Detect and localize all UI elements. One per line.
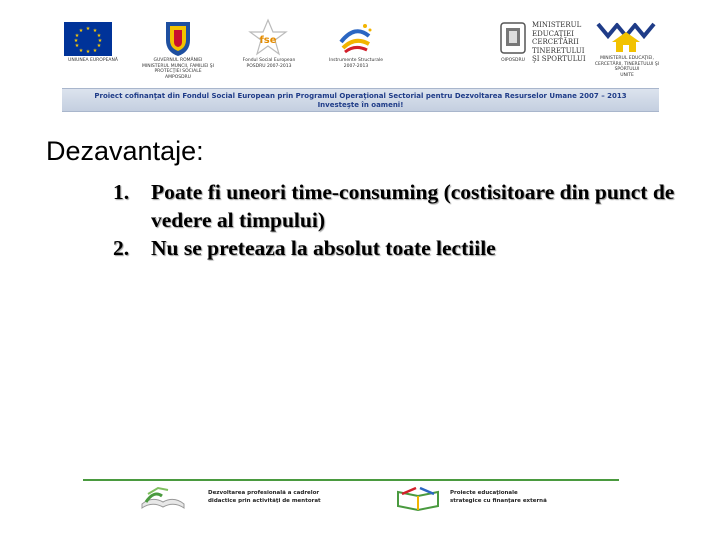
instrumente-structurale-logo: [329, 18, 383, 69]
svg-text:★: ★: [74, 43, 80, 49]
svg-text:★: ★: [73, 38, 79, 44]
ministry-logo: [498, 20, 528, 63]
romania-gov-caption: GUVERNUL ROMÂNIEI MINISTERUL MUNCII, FAMILIEI ŞI PROTECŢIEI SOCIALE AMPOSDRU: [142, 58, 214, 80]
slide-heading: Dezavantaje:: [46, 136, 204, 166]
eu-flag-icon: [64, 22, 112, 56]
svg-text:★: ★: [97, 38, 103, 44]
footer-right-line-2: strategice cu finanţare externă: [450, 498, 547, 504]
youth-caption: MINISTERUL EDUCAŢIEI, CERCETĂRII, TINERETULUI ŞI SPORTULUI UNITE: [594, 56, 660, 78]
footer-right-text: [450, 489, 547, 505]
svg-text:★: ★: [85, 49, 91, 55]
svg-text:★: ★: [92, 48, 98, 54]
svg-text:★: ★: [96, 33, 102, 39]
ministry-name: MINISTERUL EDUCAŢIEI CERCETĂRII TINERETULUI ŞI SPORTULUI: [532, 21, 586, 63]
list-item-text: Poate fi uneori time-consuming (costisitoare din punct de vedere al timpului): [151, 180, 675, 232]
eu-flag-logo: [64, 22, 118, 63]
open-book-icon: [138, 484, 188, 512]
instrumente-caption: Instrumente Structurale 2007-2013: [329, 58, 383, 69]
footer-right-line-1: Proiecte educaţionale: [450, 490, 518, 496]
disadvantages-list: [113, 178, 703, 262]
youth-logo: [594, 20, 660, 78]
footer-left-line-1: Dezvoltarea profesională a cadrelor: [208, 490, 320, 496]
colorful-book-icon: [394, 484, 442, 512]
svg-text:★: ★: [96, 43, 102, 49]
banner-line-1: Proiect cofinanţat din Fondul Social European prin Programul Operaţional Sectorial pentru Dezvoltarea Resurselor Umane 2007 – 2013: [94, 92, 627, 100]
svg-text:★: ★: [92, 28, 98, 34]
list-item-text: Nu se preteaza la absolut toate lectiile: [151, 236, 496, 260]
svg-text:★: ★: [85, 26, 91, 32]
instrumente-structurale-icon: [335, 18, 375, 58]
list-item: [113, 178, 703, 234]
banner-line-2: Investeşte în oameni!: [317, 101, 404, 109]
footer-left-text: [208, 489, 321, 505]
fse-caption: Fondul Social European POSDRU 2007-2013: [242, 58, 296, 69]
list-item: [113, 234, 703, 262]
list-item-number: 1.: [113, 180, 130, 204]
svg-text:★: ★: [74, 33, 80, 39]
ministry-crest-icon: [498, 20, 528, 58]
svg-text:fse: fse: [259, 35, 277, 46]
cofinancing-banner: [62, 88, 659, 112]
fse-logo-icon: [248, 18, 288, 58]
eu-caption: UNIUNEA EUROPEANĂ: [68, 58, 118, 63]
list-item-number: 2.: [113, 236, 130, 260]
fse-logo: [242, 18, 296, 69]
footer-divider: [83, 479, 619, 481]
ministry-caption: OIPOSDRU: [501, 58, 525, 63]
svg-text:★: ★: [78, 28, 84, 34]
romania-gov-logo: [142, 18, 214, 80]
svg-text:★: ★: [78, 48, 84, 54]
romania-coat-of-arms-icon: [160, 18, 196, 58]
youth-houses-icon: [594, 20, 658, 56]
footer-left-line-2: didactice prin activităţi de mentorat: [208, 498, 321, 504]
